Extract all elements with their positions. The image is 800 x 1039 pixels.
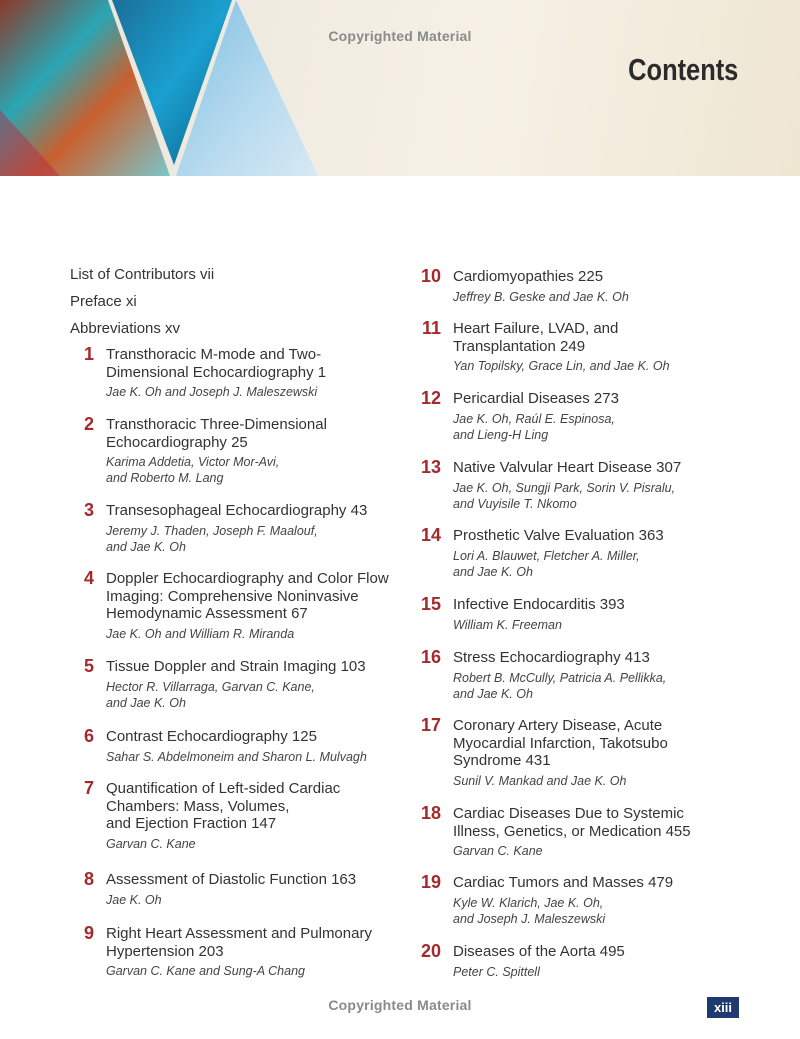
author-line: and Jae K. Oh [453, 564, 533, 579]
chapter-title-line: Echocardiography 25 [106, 433, 248, 451]
chapter-number: 15 [420, 594, 441, 614]
chapter-title-line: Right Heart Assessment and Pulmonary [106, 925, 372, 942]
chapter-title-line: Cardiomyopathies 225 [453, 268, 604, 285]
author-line: Jae K. Oh [106, 892, 162, 907]
author-line: Garvan C. Kane [453, 844, 543, 858]
chapter-title-line: Hypertension 203 [106, 942, 224, 960]
author-line: Hector R. Villarraga, Garvan C. Kane, [106, 679, 315, 694]
author-line: Jae K. Oh, Sungji Park, Sorin V. Pisralu, [453, 480, 676, 495]
chapter-title-line: Assessment of Diastolic Function 163 [106, 871, 357, 888]
author-line: Jeremy J. Thaden, Joseph F. Maalouf, [106, 523, 318, 538]
chapter-title-line: Dimensional Echocardiography 1 [106, 363, 327, 381]
chapter-body [453, 874, 747, 927]
author-line: and Jae K. Oh [106, 695, 186, 710]
chapter-title-line: Transthoracic M-mode and Two- [106, 346, 322, 363]
chapter-entry[interactable] [417, 717, 747, 789]
chapter-authors [453, 670, 747, 702]
chapter-entry[interactable] [417, 874, 747, 927]
chapter-number: 14 [420, 525, 441, 545]
author-line: Garvan C. Kane and Sung-A Chang [106, 964, 305, 978]
chapter-title-line: Cardiac Diseases Due to Systemic [453, 805, 684, 822]
chapter-title-line: Diseases of the Aorta 495 [453, 943, 625, 960]
chapter-body [106, 570, 400, 642]
chapter-entry[interactable] [70, 502, 400, 555]
chapter-entry[interactable] [70, 780, 400, 852]
chapter-entry[interactable] [417, 268, 747, 305]
chapter-body [106, 780, 400, 852]
chapter-title-line: Heart Failure, LVAD, and [453, 320, 619, 337]
chapter-entry[interactable] [70, 925, 400, 979]
chapter-authors [453, 358, 747, 374]
chapter-entry[interactable] [70, 871, 400, 908]
chapter-number: 5 [83, 656, 94, 676]
chapter-authors [106, 384, 400, 400]
chapter-entry[interactable] [417, 527, 747, 580]
chapter-body [106, 728, 400, 765]
chapter-title-line: Transesophageal Echocardiography 43 [106, 502, 368, 519]
chapter-entry[interactable] [70, 416, 400, 486]
chapter-body [453, 320, 747, 374]
chapter-entry[interactable] [417, 459, 747, 512]
chapter-number: 20 [420, 941, 441, 961]
chapter-body [106, 502, 400, 555]
chapter-body [106, 416, 400, 486]
chapter-authors [453, 843, 747, 859]
author-line: Kyle W. Klarich, Jae K. Oh, [453, 895, 604, 910]
chapter-body [453, 527, 747, 580]
chapter-number: 2 [83, 414, 94, 434]
chapter-authors [453, 548, 747, 580]
chapter-authors [106, 963, 400, 979]
chapter-entry[interactable] [417, 649, 747, 702]
page-title: Contents [627, 52, 738, 87]
chapter-body [453, 649, 747, 702]
author-line: Jae K. Oh and Joseph J. Maleszewski [106, 385, 318, 399]
chapter-title-line: Doppler Echocardiography and Color Flow [106, 570, 389, 587]
chapter-number: 12 [420, 388, 441, 408]
chapter-number: 19 [420, 872, 441, 892]
chapter-entry[interactable] [417, 805, 747, 859]
chapter-body [106, 346, 400, 400]
copyright-watermark-bottom: Copyrighted Material [328, 997, 472, 1013]
chapter-body [106, 658, 400, 711]
chapter-title-line: Chambers: Mass, Volumes, [106, 797, 290, 815]
chapter-number: 16 [420, 647, 441, 667]
chapter-body [453, 805, 747, 859]
chapter-title-line: Myocardial Infarction, Takotsubo [453, 734, 668, 752]
author-line: and Jae K. Oh [106, 539, 186, 554]
chapter-entry[interactable] [417, 596, 747, 633]
author-line: Robert B. McCully, Patricia A. Pellikka, [453, 670, 667, 685]
chapter-title-line: Native Valvular Heart Disease 307 [453, 459, 682, 476]
chapter-authors [453, 480, 747, 512]
chapter-title-line: Infective Endocarditis 393 [453, 596, 625, 613]
chapter-title-line: Illness, Genetics, or Medication 455 [453, 822, 691, 840]
chapter-authors [453, 895, 747, 927]
chapter-title-line: Contrast Echocardiography 125 [106, 728, 317, 745]
chapter-title-line: Quantification of Left-sided Cardiac [106, 780, 341, 797]
author-line: Jeffrey B. Geske and Jae K. Oh [453, 289, 629, 304]
chapter-number: 10 [420, 266, 441, 286]
chapter-authors [106, 836, 400, 852]
chapter-body [453, 268, 747, 305]
chapter-number: 6 [83, 726, 94, 746]
abstract-art-graphic [0, 0, 800, 176]
author-line: William K. Freeman [453, 617, 562, 632]
chapter-body [453, 717, 747, 789]
author-line: Sunil V. Mankad and Jae K. Oh [453, 773, 627, 788]
chapter-title-line: and Ejection Fraction 147 [106, 815, 277, 832]
header-banner-image [0, 0, 800, 176]
chapter-number: 9 [83, 923, 94, 943]
chapter-number: 4 [83, 568, 94, 588]
chapter-authors [453, 411, 747, 443]
author-line: Peter C. Spittell [453, 964, 540, 979]
chapter-authors [106, 626, 400, 642]
chapter-number: 1 [83, 344, 94, 364]
front-matter-item[interactable]: Preface xi [70, 293, 137, 310]
chapter-title-line: Cardiac Tumors and Masses 479 [453, 874, 674, 891]
chapter-title-line: Coronary Artery Disease, Acute [453, 717, 663, 734]
chapter-number: 18 [420, 803, 441, 823]
chapter-entry[interactable] [70, 346, 400, 400]
chapter-authors [106, 454, 400, 486]
author-line: Karima Addetia, Victor Mor-Avi, [106, 455, 280, 469]
front-matter-item[interactable]: List of Contributors vii [70, 266, 215, 283]
chapter-number: 17 [420, 715, 441, 735]
chapter-authors [106, 523, 400, 555]
chapter-title-line: Pericardial Diseases 273 [453, 390, 619, 407]
front-matter-item[interactable]: Abbreviations xv [70, 320, 181, 337]
author-line: Sahar S. Abdelmoneim and Sharon L. Mulvagh [106, 749, 367, 764]
chapter-title-line: Prosthetic Valve Evaluation 363 [453, 527, 664, 544]
chapter-body [106, 871, 400, 908]
author-line: and Joseph J. Maleszewski [453, 911, 606, 926]
chapter-number: 13 [420, 457, 441, 477]
author-line: Yan Topilsky, Grace Lin, and Jae K. Oh [453, 359, 670, 373]
chapter-body [106, 925, 400, 979]
chapter-entry[interactable] [70, 728, 400, 765]
chapter-number: 7 [83, 778, 94, 798]
chapter-title-line: Hemodynamic Assessment 67 [106, 605, 308, 622]
chapter-number: 11 [421, 318, 441, 338]
chapter-title-line: Imaging: Comprehensive Noninvasive [106, 587, 359, 605]
page-number: xiii [707, 997, 739, 1018]
chapter-authors [453, 289, 747, 305]
author-line: and Lieng-H Ling [453, 427, 549, 442]
chapter-title-line: Syndrome 431 [453, 752, 551, 769]
chapter-authors [106, 679, 400, 711]
chapter-entry[interactable] [417, 320, 747, 374]
chapter-authors [453, 773, 747, 789]
chapter-authors [106, 749, 400, 765]
chapter-number: 3 [83, 500, 94, 520]
chapter-authors [453, 617, 747, 633]
author-line: and Vuyisile T. Nkomo [453, 496, 577, 511]
author-line: Garvan C. Kane [106, 836, 196, 851]
chapter-number: 8 [83, 869, 94, 889]
chapter-title-line: Transthoracic Three-Dimensional [106, 416, 327, 433]
chapter-title-line: Stress Echocardiography 413 [453, 649, 650, 666]
author-line: and Jae K. Oh [453, 686, 533, 701]
chapter-authors [106, 892, 400, 908]
author-line: Jae K. Oh and William R. Miranda [106, 626, 295, 641]
chapter-authors [453, 964, 747, 980]
chapter-body [453, 943, 747, 980]
chapter-entry[interactable] [70, 658, 400, 711]
chapter-entry[interactable] [70, 570, 400, 642]
chapter-body [453, 390, 747, 443]
chapter-entry[interactable] [417, 390, 747, 443]
chapter-body [453, 596, 747, 633]
author-line: and Roberto M. Lang [106, 471, 224, 485]
author-line: Lori A. Blauwet, Fletcher A. Miller, [453, 548, 640, 563]
chapter-title-line: Tissue Doppler and Strain Imaging 103 [106, 658, 366, 675]
chapter-title-line: Transplantation 249 [453, 337, 586, 355]
copyright-watermark-top: Copyrighted Material [328, 28, 472, 44]
author-line: Jae K. Oh, Raúl E. Espinosa, [453, 411, 615, 426]
chapter-entry[interactable] [417, 943, 747, 980]
chapter-body [453, 459, 747, 512]
